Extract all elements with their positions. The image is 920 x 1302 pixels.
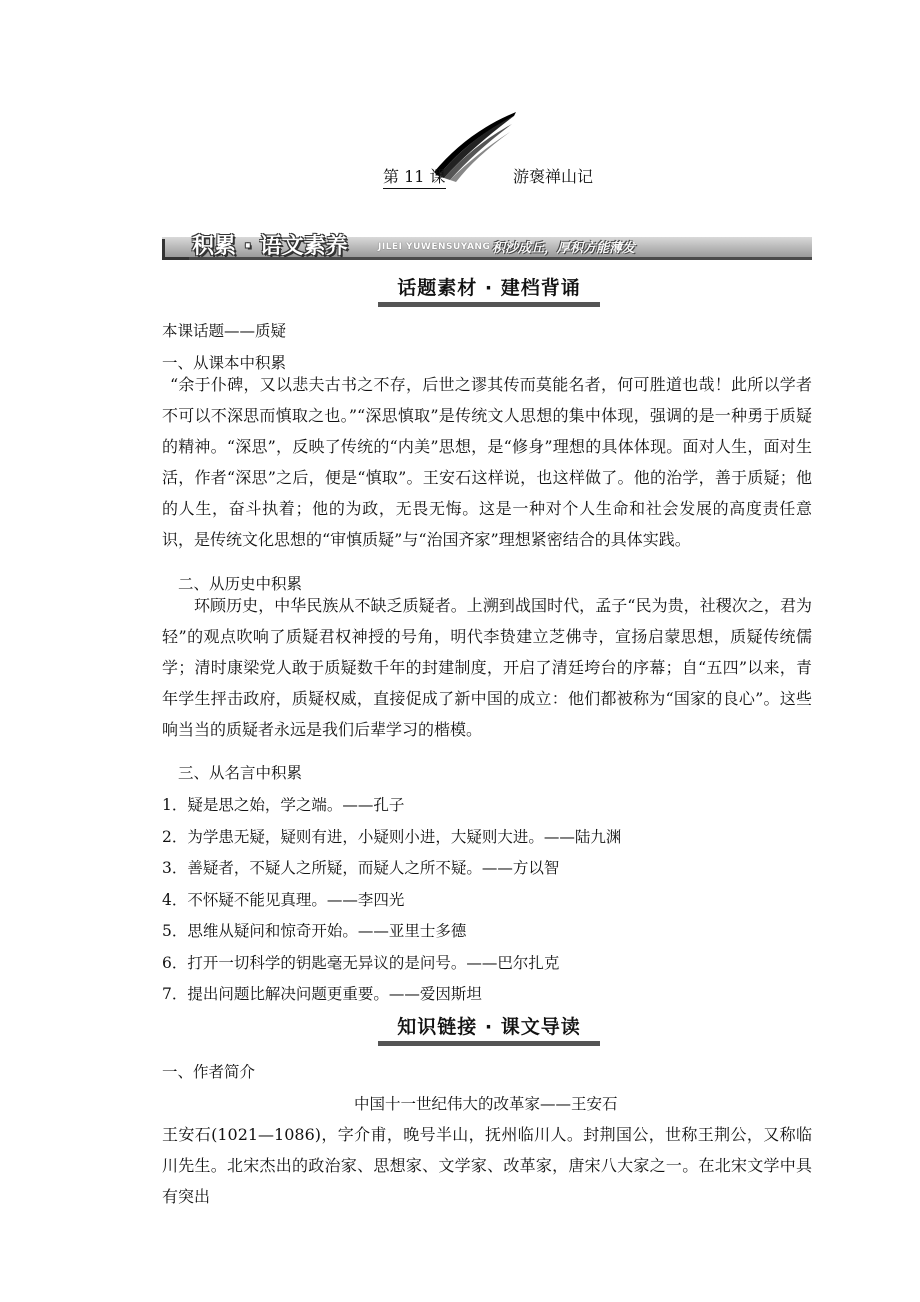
section-heading-knowledge-link: 知识链接 · 课文导读	[380, 1012, 598, 1044]
author-heading: 中国十一世纪伟大的改革家——王安石	[354, 1095, 618, 1113]
part2-paragraph: 环顾历史，中华民族从不缺乏质疑者。上溯到战国时代，孟子“民为贵，社稷次之，君为轻”的观点吹响了质疑君权神授的号角，明代李贽建立芝佛寺，宣扬启蒙思想，质疑传统儒学；清时康梁党人敢于质疑数千年的封建制度，开启了清廷垮台的序幕；自“五四”以来，青年学生抨击政府，质疑权威，直接促成了新中国的成立：他们都被称为“国家的良心”。这些响当当的质疑者永远是我们后辈学习的楷模。	[162, 596, 812, 739]
banner-corner-mark	[162, 239, 189, 260]
section-heading-topic-material: 话题素材 · 建档背诵	[380, 273, 598, 305]
quote-item: 5．思维从疑问和惊奇开始。——亚里士多德	[162, 922, 467, 940]
lesson-header	[383, 160, 643, 190]
lesson-number: 第 11 课	[383, 164, 446, 189]
part1-title: 一、从课本中积累	[162, 354, 287, 372]
quote-item: 2．为学患无疑，疑则有进，小疑则小进，大疑则大进。——陆九渊	[162, 828, 622, 846]
topic-label: 本课话题——质疑	[162, 322, 287, 340]
part1-paragraph: “余于仆碑，又以悲夫古书之不存，后世之谬其传而莫能名者，何可胜道也哉！此所以学者不可以不深思而慎取之也。”“深思慎取”是传统文人思想的集中体现，强调的是一种勇于质疑的精神。“深思”，反映了传统的“内美”思想，是“修身”理想的具体体现。面对人生，面对生活，作者“深思”之后，便是“慎取”。王安石这样说，也这样做了。他的治学，善于质疑；他的人生，奋斗执着；他的为政，无畏无悔。这是一种对个人生命和社会发展的高度责任意识，是传统文化思想的“审慎质疑”与“治国齐家”理想紧密结合的具体实践。	[162, 375, 812, 549]
author-intro-title: 一、作者简介	[162, 1063, 256, 1081]
banner-slogan: 积沙成丘，厚积方能薄发	[492, 241, 636, 256]
lesson-title: 游褒禅山记	[513, 167, 594, 186]
author-paragraph: 王安石(1021—1086)，字介甫，晚号半山，抚州临川人。封荆国公，世称王荆公，又称临川先生。北宋杰出的政治家、思想家、文学家、改革家，唐宋八大家之一。在北宋文学中具有突出	[162, 1125, 812, 1206]
quote-item: 4．不怀疑不能见真理。——李四光	[162, 891, 405, 909]
quote-item: 1．疑是思之始，学之端。——孔子	[162, 796, 405, 814]
part3-title: 三、从名言中积累	[178, 764, 303, 782]
quote-item: 7．提出问题比解决问题更重要。——爱因斯坦	[162, 985, 482, 1003]
quote-item: 3．善疑者，不疑人之所疑，而疑人之所不疑。——方以智	[162, 859, 560, 877]
part2-title: 二、从历史中积累	[178, 575, 303, 593]
quote-item: 6．打开一切科学的钥匙毫无异议的是问号。——巴尔扎克	[162, 954, 560, 972]
banner-pinyin: JILEI YUWENSUYANG	[378, 242, 491, 252]
section-banner	[162, 233, 812, 263]
banner-title: 积累 · 语文素养	[192, 234, 348, 259]
